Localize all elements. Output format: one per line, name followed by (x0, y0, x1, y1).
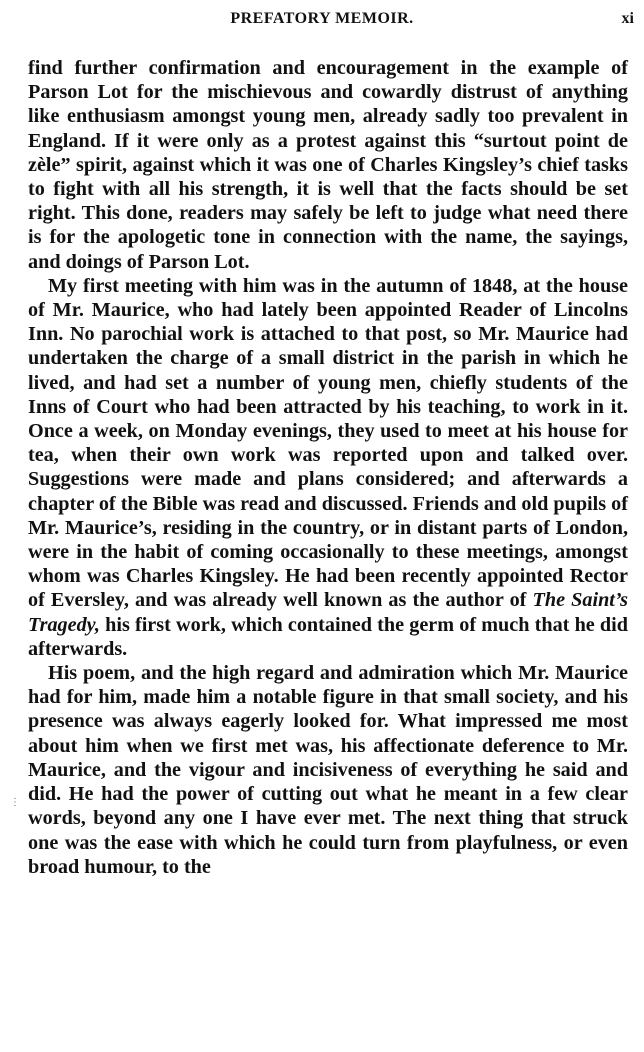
running-title: PREFATORY MEMOIR. (230, 10, 414, 27)
paragraph-3-text: His poem, and the high regard and admiration which Mr. Maurice had for him, made him a notable figure in that small society, and his presence was always eagerly looked for. What impressed me most about him when we first met was, his affectionate deference to Mr. Maurice, and the vigour and incisiveness of everything he said and did. He had the power of cutting out what he meant in a few clear words, beyond any one I have ever met. The next thing that struck one was the ease with which he could turn from playfulness, or even broad humour, to the (28, 662, 628, 878)
paragraph-1-text: find further confirmation and encouragement in the example of Parson Lot for the mischievous and cowardly distrust of anything like enthusiasm amongst young men, already sadly too prevalent in England. If it were only as a protest against this “surtout point de zèle” spirit, against which it was one of Charles Kingsley’s chief tasks to fight with all his strength, it is well that the facts should be set right. This done, readers may safely be left to judge what need there is for the apologetic tone in connection with the name, the sayings, and doings of Parson Lot. (28, 57, 628, 273)
paragraph-2-text-before: My first meeting with him was in the autumn of 1848, at the house of Mr. Maurice, who had lately been appointed Reader of Lincolns Inn. No parochial work is attached to that post, so Mr. Maurice had undertaken the charge of a small district in the parish in which he lived, and had set a number of young men, chiefly students of the Inns of Court who had been attracted by his teaching, to work in it. Once a week, on Monday evenings, they used to meet at his house for tea, when their own work was reported upon and talked over. Suggestions were made and plans considered; and afterwards a chapter of the Bible was read and discussed. Friends and old pupils of Mr. Maurice’s, residing in the country, or in distant parts of London, were in the habit of coming occasionally to these meetings, amongst whom was Charles Kingsley. He had been recently appointed Rector of Eversley, and was already well known as the author of (28, 274, 628, 612)
memoir-text (28, 56, 628, 879)
page-number: xi (621, 10, 634, 27)
paragraph-1 (28, 56, 628, 274)
paragraph-3 (28, 661, 628, 879)
running-head (0, 10, 644, 40)
book-title-italic: The Saint’s Tragedy, (28, 589, 628, 636)
margin-mark: ⋮ (10, 797, 20, 808)
paragraph-2-text-after: his first work, which contained the germ of much that he did afterwards. (28, 613, 628, 660)
paragraph-2 (28, 274, 628, 661)
